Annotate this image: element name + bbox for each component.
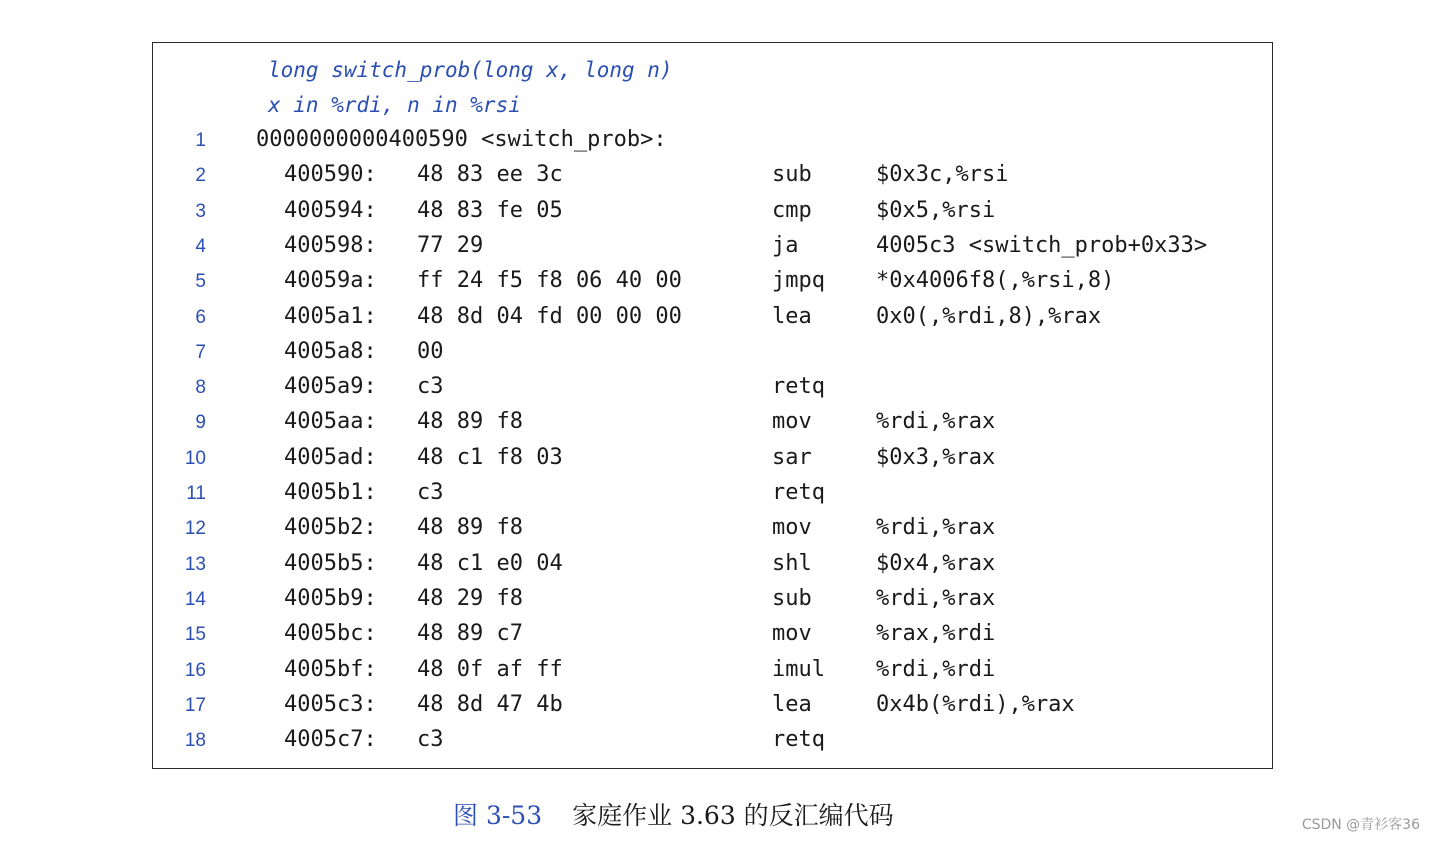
- mnemonic: lea: [772, 303, 812, 329]
- code-line: [0, 584, 1436, 619]
- code-line: [0, 160, 1436, 195]
- address: 4005b2:: [284, 515, 377, 541]
- line-number: 7: [195, 341, 206, 363]
- operands: 0x0(,%rdi,8),%rax: [876, 303, 1102, 329]
- operands: $0x3c,%rsi: [876, 162, 1009, 188]
- address: 4005c7:: [284, 727, 377, 753]
- machine-bytes: 48 8d 04 fd 00 00 00: [417, 303, 682, 329]
- mnemonic: mov: [772, 515, 812, 541]
- code-line: [0, 196, 1436, 231]
- machine-bytes: 48 29 f8: [417, 585, 523, 611]
- mnemonic: jmpq: [772, 268, 825, 294]
- machine-bytes: 48 0f af ff: [417, 656, 563, 682]
- machine-bytes: 48 c1 e0 04: [417, 550, 563, 576]
- address: 0000000000400590 <switch_prob>:: [256, 127, 667, 152]
- mnemonic: retq: [772, 480, 825, 505]
- operands: 4005c3 <switch_prob+0x33>: [876, 232, 1208, 258]
- code-line: [0, 443, 1436, 478]
- mnemonic: shl: [772, 550, 812, 576]
- line-number: 18: [184, 730, 206, 752]
- machine-bytes: 77 29: [417, 232, 484, 258]
- address: 4005b5:: [284, 550, 377, 576]
- mnemonic: sub: [772, 162, 812, 188]
- machine-bytes: 48 89 f8: [417, 515, 523, 541]
- address: 400598:: [284, 232, 377, 258]
- operands: $0x3,%rax: [876, 444, 996, 470]
- machine-bytes: 48 c1 f8 03: [417, 444, 563, 470]
- line-number: 4: [195, 235, 206, 257]
- operands: %rdi,%rax: [876, 515, 996, 541]
- line-number: 14: [184, 588, 206, 610]
- address: 400594:: [284, 197, 377, 223]
- address: 4005a9:: [284, 374, 377, 400]
- operands: 0x4b(%rdi),%rax: [876, 691, 1075, 717]
- address: 4005b9:: [284, 585, 377, 611]
- operands: %rdi,%rdi: [876, 656, 996, 682]
- code-line: [0, 725, 1436, 760]
- mnemonic: mov: [772, 621, 812, 647]
- operands: *0x4006f8(,%rsi,8): [876, 268, 1115, 294]
- line-number: 15: [184, 624, 206, 646]
- machine-bytes: 48 89 f8: [417, 409, 523, 435]
- line-number: 8: [195, 377, 206, 399]
- line-number: 1: [195, 130, 206, 151]
- address: 4005aa:: [284, 409, 377, 435]
- machine-bytes: c3: [417, 480, 444, 505]
- code-line: [0, 655, 1436, 690]
- mnemonic: sar: [772, 444, 812, 470]
- mnemonic: imul: [772, 656, 825, 682]
- mnemonic: retq: [772, 727, 825, 753]
- address: 4005bc:: [284, 621, 377, 647]
- machine-bytes: 00: [417, 338, 444, 364]
- code-line: [0, 478, 1436, 513]
- operands: %rdi,%rax: [876, 409, 996, 435]
- operands: %rdi,%rax: [876, 585, 996, 611]
- machine-bytes: ff 24 f5 f8 06 40 00: [417, 268, 682, 294]
- line-number: 5: [195, 271, 206, 293]
- line-number: 12: [184, 518, 206, 540]
- mnemonic: ja: [772, 232, 799, 258]
- figure-title: 家庭作业 3.63 的反汇编代码: [572, 801, 894, 830]
- register-mapping-comment: x in %rdi, n in %rsi: [268, 93, 521, 117]
- machine-bytes: 48 89 c7: [417, 621, 523, 647]
- mnemonic: retq: [772, 374, 825, 400]
- mnemonic: cmp: [772, 197, 812, 223]
- line-number: 10: [184, 447, 206, 469]
- code-line: [0, 690, 1436, 725]
- machine-bytes: c3: [417, 374, 444, 400]
- code-line: [0, 231, 1436, 266]
- line-number: 17: [184, 694, 206, 716]
- line-number: 13: [184, 553, 206, 575]
- figure-caption: [453, 796, 894, 832]
- machine-bytes: 48 83 ee 3c: [417, 162, 563, 188]
- address: 4005c3:: [284, 691, 377, 717]
- address: 4005bf:: [284, 656, 377, 682]
- code-line: [0, 407, 1436, 442]
- mnemonic: sub: [772, 585, 812, 611]
- code-line: [0, 549, 1436, 584]
- code-line: [0, 266, 1436, 301]
- line-number: 2: [195, 165, 206, 187]
- address: 4005a1:: [284, 303, 377, 329]
- line-number: 16: [184, 659, 206, 681]
- address: 4005a8:: [284, 338, 377, 364]
- operands: $0x5,%rsi: [876, 197, 996, 223]
- line-number: 11: [186, 483, 206, 504]
- address: 40059a:: [284, 268, 377, 294]
- line-number: 6: [195, 306, 206, 328]
- operands: %rax,%rdi: [876, 621, 996, 647]
- line-number: 9: [195, 412, 206, 434]
- line-number: 3: [195, 200, 206, 222]
- mnemonic: lea: [772, 691, 812, 717]
- machine-bytes: c3: [417, 727, 444, 753]
- machine-bytes: 48 83 fe 05: [417, 197, 563, 223]
- code-line: [0, 302, 1436, 337]
- function-signature-comment: long switch_prob(long x, long n): [268, 58, 673, 82]
- machine-bytes: 48 8d 47 4b: [417, 691, 563, 717]
- address: 4005b1:: [284, 480, 377, 505]
- code-line: [0, 372, 1436, 407]
- mnemonic: mov: [772, 409, 812, 435]
- figure-number: 图 3-53: [453, 801, 543, 830]
- code-line: [0, 619, 1436, 654]
- address: 400590:: [284, 162, 377, 188]
- code-line: [0, 125, 1436, 160]
- code-line: [0, 513, 1436, 548]
- operands: $0x4,%rax: [876, 550, 996, 576]
- code-line: [0, 337, 1436, 372]
- watermark: CSDN @青衫客36: [1301, 817, 1420, 833]
- address: 4005ad:: [284, 444, 377, 470]
